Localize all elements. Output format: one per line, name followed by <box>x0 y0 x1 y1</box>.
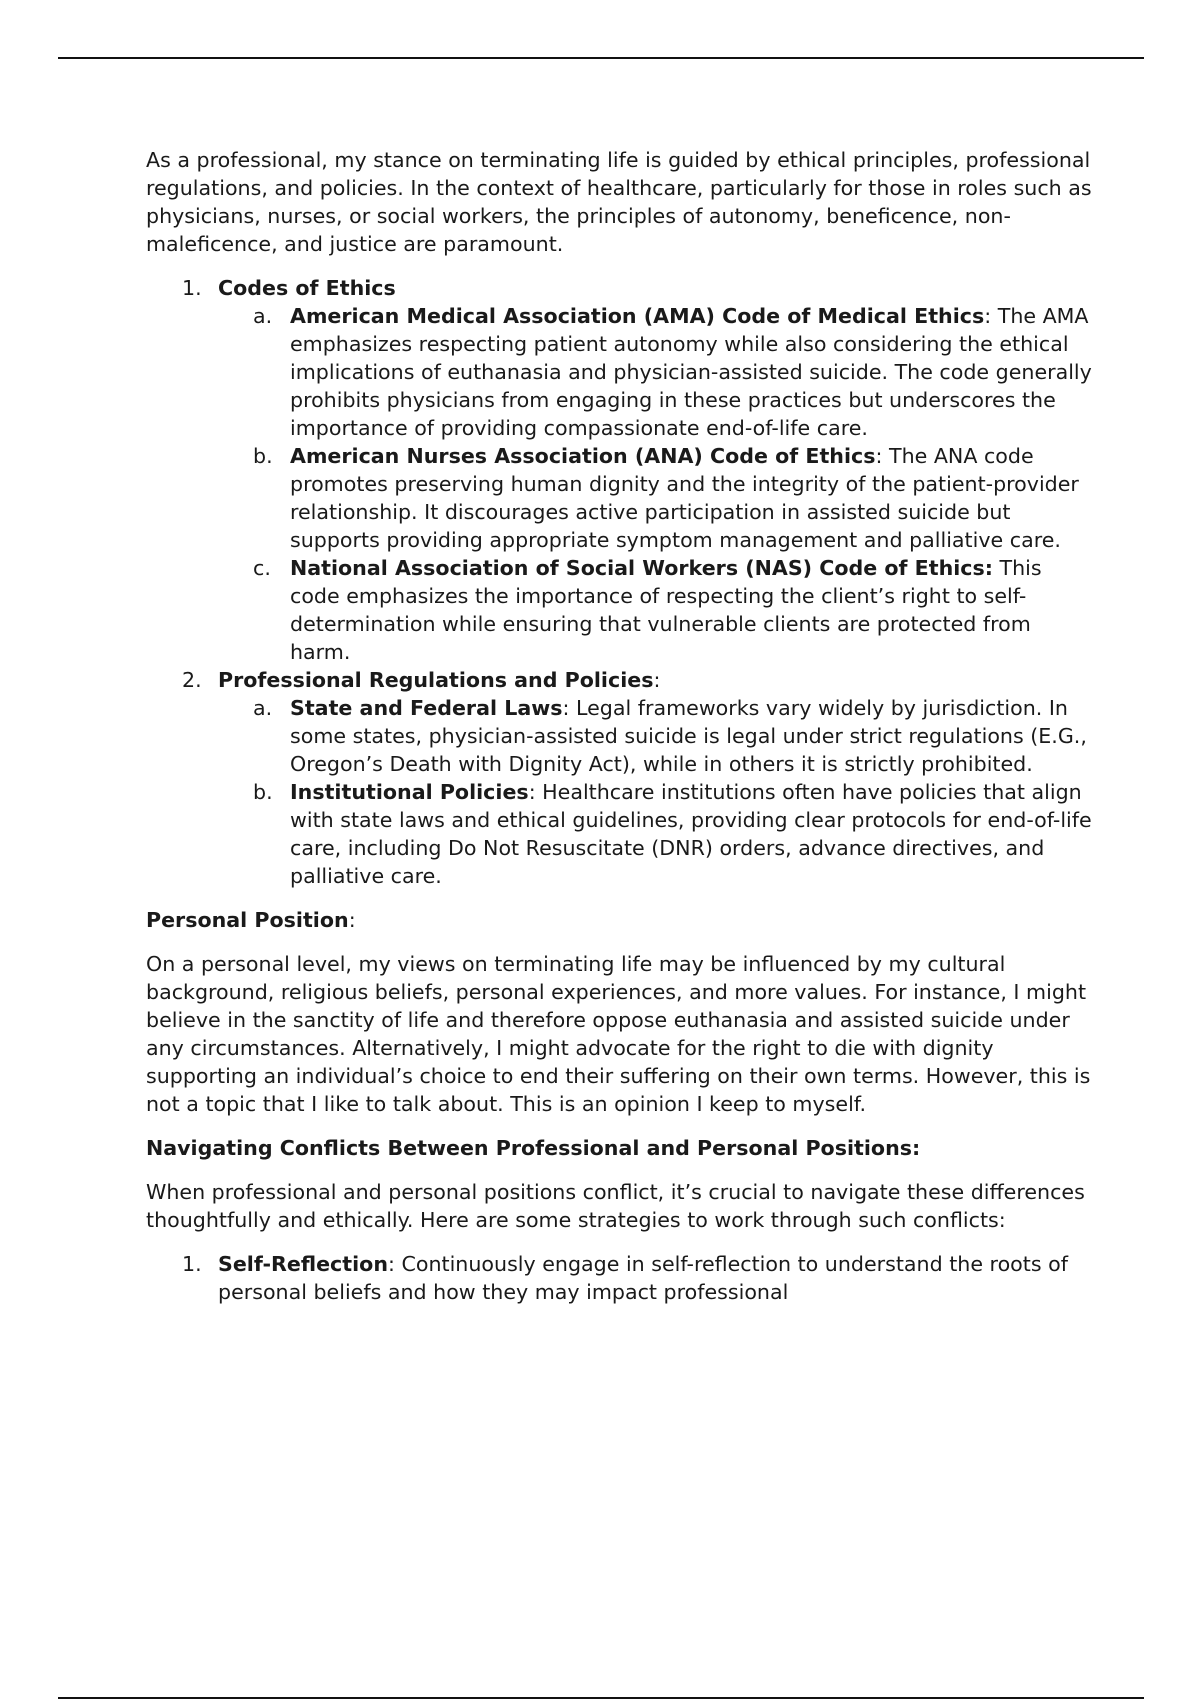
conflict-paragraph: When professional and personal positions conflict, it’s crucial to navigate these differences thoughtfully and ethically. Here are some strategies to work through such conflicts: <box>146 1180 1085 1232</box>
list-item: 2. Professional Regulations and Policies: a. State and Federal Laws: Legal frameworks vary widely by jurisdiction. In some states, physician-assisted suicide is legal under strict regulations (E.G., Oregon’s Death with Dignity Act), while in others it is strictly prohibited. b. Institutional Policies: Healthcare institutions often have policies that align with state laws and ethical guidelines, providing clear protocols for end-of-life care, including Do Not Resuscitate (DNR) orders, advance directives, and palliative care. <box>218 666 1096 890</box>
list-letter: c. <box>253 556 271 580</box>
list-item <box>253 554 1096 666</box>
item-text: Continuously engage in self-reflection to understand the roots of personal beliefs and how they may impact professional <box>218 1252 1068 1304</box>
list-item: b. Institutional Policies: Healthcare institutions often have policies that align with state laws and ethical guidelines, providing clear protocols for end-of-life care, including Do Not Resuscitate (DNR) orders, advance directives, and palliative care. <box>253 780 1092 888</box>
list-number: 1. <box>182 276 202 300</box>
document-body <box>146 146 1096 1306</box>
item-title: American Medical Association (AMA) Code of Medical Ethics <box>290 304 985 328</box>
intro-paragraph: As a professional, my stance on terminating life is guided by ethical principles, professional regulations, and policies. In the context of healthcare, particularly for those in roles such as physicians, nurses, or social workers, the principles of autonomy, beneficence, non-maleficence, and justice are paramount. <box>146 148 1092 256</box>
section-title: Professional Regulations and Policies <box>218 668 654 692</box>
header-rule <box>58 57 1144 59</box>
list-letter: b. <box>253 444 273 468</box>
sub-list <box>218 694 1096 890</box>
footer-rule <box>58 1697 1144 1699</box>
list-item: a. State and Federal Laws: Legal frameworks vary widely by jurisdiction. In some states, physician-assisted suicide is legal under strict regulations (E.G., Oregon’s Death with Dignity Act), while in others it is strictly prohibited. <box>253 696 1087 776</box>
item-text: This code emphasizes the importance of respecting the client’s right to self-determination while ensuring that vulnerable clients are protected from harm. <box>290 556 1042 664</box>
item-text: The ANA code promotes preserving human dignity and the integrity of the patient-provider relationship. It discourages active participation in assisted suicide but supports providing appropriate symptom management and palliative care. <box>290 444 1079 552</box>
list-item: b. American Nurses Association (ANA) Code of Ethics: The ANA code promotes preserving human dignity and the integrity of the patient-provider relationship. It discourages active participation in assisted suicide but supports providing appropriate symptom management and palliative care. <box>253 444 1079 552</box>
list-number: 2. <box>182 668 202 692</box>
list-item: a. American Medical Association (AMA) Code of Medical Ethics: The AMA emphasizes respecting patient autonomy while also considering the ethical implications of euthanasia and physician-assisted suicide. The code generally prohibits physicians from engaging in these practices but underscores the importance of providing compassionate end-of-life care. <box>253 304 1092 440</box>
list-letter: a. <box>253 696 273 720</box>
list-number: 1. <box>182 1252 202 1276</box>
personal-heading: Personal Position: <box>146 908 356 932</box>
list-item <box>182 274 1096 666</box>
personal-paragraph: On a personal level, my views on terminating life may be influenced by my cultural background, religious beliefs, personal experiences, and more values. For instance, I might believe in the sanctity of life and therefore oppose euthanasia and assisted suicide under any circumstances. Alternatively, I might advocate for the right to die with dignity supporting an individual’s choice to end their suffering on their own terms. However, this is not a topic that I like to talk about. This is an opinion I keep to myself. <box>146 952 1091 1116</box>
strategies-list <box>146 1250 1096 1306</box>
item-text: Healthcare institutions often have policies that align with state laws and ethical guidelines, providing clear protocols for end-of-life care, including Do Not Resuscitate (DNR) orders, advance directives, and palliative care. <box>290 780 1092 888</box>
list-letter: b. <box>253 780 273 804</box>
item-text: The AMA emphasizes respecting patient autonomy while also considering the ethical implications of euthanasia and physician-assisted suicide. The code generally prohibits physicians from engaging in these practices but underscores the importance of providing compassionate end-of-life care. <box>290 304 1092 440</box>
professional-list <box>146 274 1096 890</box>
item-title: Institutional Policies <box>290 780 529 804</box>
sub-list <box>218 302 1096 666</box>
list-item: 1. Self-Reflection: Continuously engage in self-reflection to understand the roots of personal beliefs and how they may impact professional <box>182 1252 1068 1304</box>
item-title: State and Federal Laws <box>290 696 563 720</box>
conflict-heading: Navigating Conflicts Between Professional and Personal Positions: <box>146 1136 921 1160</box>
section-title: Codes of Ethics <box>218 276 396 300</box>
item-title: National Association of Social Workers (NAS) Code of Ethics: <box>290 556 993 580</box>
item-title: American Nurses Association (ANA) Code of Ethics <box>290 444 876 468</box>
item-title: Self-Reflection <box>218 1252 388 1276</box>
list-letter: a. <box>253 304 273 328</box>
item-text: Legal frameworks vary widely by jurisdiction. In some states, physician-assisted suicide is legal under strict regulations (E.G., Oregon’s Death with Dignity Act), while in others it is strictly prohibited. <box>290 696 1087 776</box>
